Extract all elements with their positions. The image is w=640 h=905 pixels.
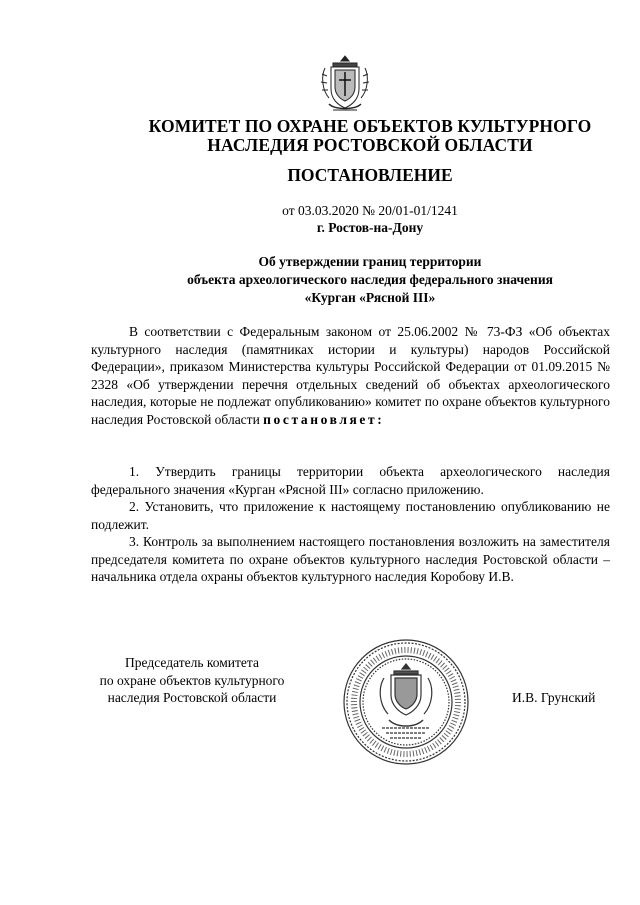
- coat-of-arms-icon: [319, 54, 371, 116]
- official-seal-icon: [342, 638, 470, 766]
- resolves-text: постановляет:: [263, 411, 385, 427]
- document-type: ПОСТАНОВЛЕНИЕ: [287, 165, 453, 185]
- committee-name: [100, 117, 640, 155]
- document-city: г. Ростов-на-Дону: [316, 220, 424, 235]
- document-subject: [100, 253, 640, 307]
- document-date-number: от 03.03.2020 № 20/01-01/1241: [282, 203, 458, 218]
- preamble-paragraph: [91, 323, 610, 428]
- signer-title-line-1: Председатель комитета: [125, 655, 259, 670]
- subject-line-1: Об утверждении границ территории: [258, 254, 482, 269]
- subject-line-3: «Курган «Рясной III»: [304, 290, 436, 305]
- signer-title-line-2: по охране объектов культурного: [99, 672, 285, 688]
- resolution-items: [91, 463, 610, 586]
- resolution-item-3: 3. Контроль за выполнением настоящего постановления возложить на заместителя председателя комитета по охране объектов культурного наследия Ростовской области – начальника отдела охраны объектов культурного наследия Коробову И.В.: [91, 534, 610, 584]
- committee-line-2: НАСЛЕДИЯ РОСТОВСКОЙ ОБЛАСТИ: [207, 135, 533, 155]
- resolution-item-1: 1. Утвердить границы территории объекта археологического наследия федерального значения «Курган «Рясной III» согласно приложению.: [91, 464, 610, 497]
- preamble-text: В соответствии с Федеральным законом от 25.06.2002 № 73-ФЗ «Об объектах культурного наследия (памятниках истории и культуры) народов Российской Федерации», приказом Министерства культуры Российской Федерации от 01.09.2015 № 2328 «Об утверждении перечня отдельных сведений об объектах археологического наследия, которые не подлежат опубликованию» комитет по охране объектов культурного наследия Ростовской области: [91, 324, 610, 427]
- signer-title: [72, 654, 312, 707]
- signer-title-line-3: наследия Ростовской области: [107, 690, 277, 705]
- resolution-item-2: 2. Установить, что приложение к настоящему постановлению опубликованию не подлежит.: [91, 499, 610, 532]
- committee-line-1: КОМИТЕТ ПО ОХРАНЕ ОБЪЕКТОВ КУЛЬТУРНОГО: [148, 116, 592, 136]
- signer-name: И.В. Грунский: [512, 690, 596, 705]
- subject-line-2: объекта археологического наследия федерального значения: [187, 272, 553, 287]
